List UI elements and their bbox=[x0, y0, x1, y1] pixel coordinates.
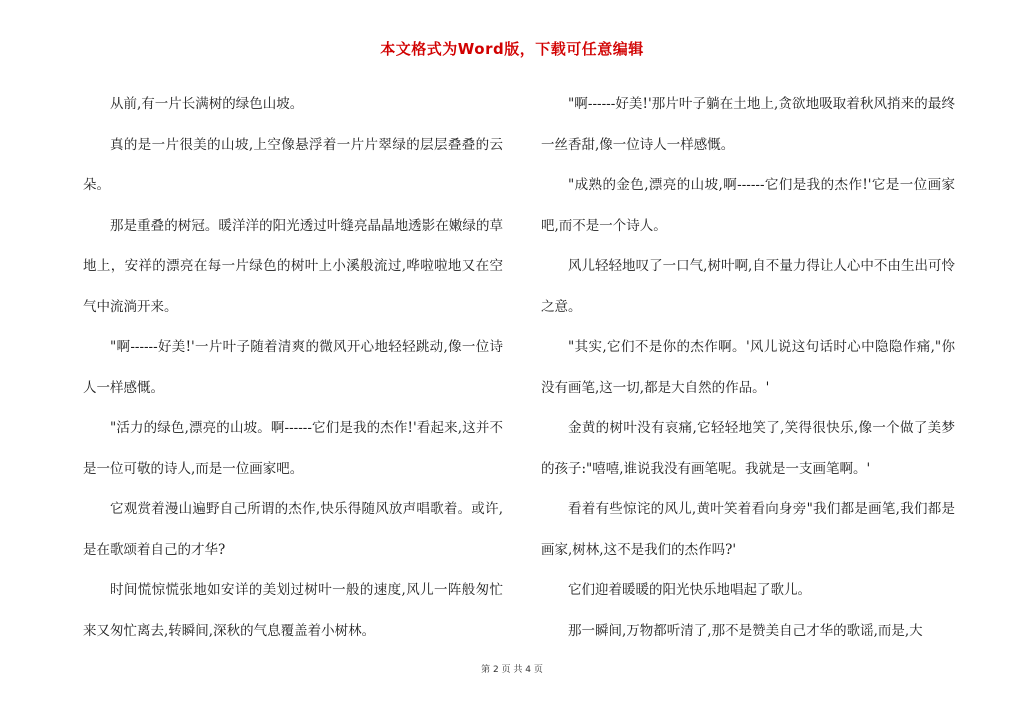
paragraph: 金黄的树叶没有哀痛,它轻轻地笑了,笑得很快乐,像一个做了美梦的孩子:"嘻嘻,谁说我没有画笔呢。我就是一支画笔啊。' bbox=[541, 420, 955, 477]
paragraph: 它们迎着暖暖的阳光快乐地唱起了歌儿。 bbox=[568, 582, 811, 598]
paragraph: 时间慌惊慌张地如安详的美划过树叶一般的速度,风儿一阵般匆忙来又匆忙离去,转瞬间,深秋的气息覆盖着小树林。 bbox=[83, 582, 503, 639]
document-header-title: 本文格式为Word版，下载可任意编辑 bbox=[380, 40, 644, 58]
paragraph: 看着有些惊诧的风儿,黄叶笑着看向身旁"我们都是画笔,我们都是画家,树林,这不是我们的杰作吗?' bbox=[541, 501, 955, 558]
paragraph: 它观赏着漫山遍野自己所谓的杰作,快乐得随风放声唱歌着。或许,是在歌颂着自己的才华? bbox=[83, 501, 503, 558]
right-text-column bbox=[541, 84, 955, 651]
paragraph: "其实,它们不是你的杰作啊。'风儿说这句话时心中隐隐作痛,"你没有画笔,这一切,都是大自然的作品。' bbox=[541, 339, 955, 396]
paragraph: 真的是一片很美的山坡,上空像悬浮着一片片翠绿的层层叠叠的云朵。 bbox=[83, 136, 503, 193]
paragraph: "啊------好美!'一片叶子随着清爽的微风开心地轻轻跳动,像一位诗人一样感慨。 bbox=[83, 339, 503, 396]
page-number-footer: 第 2 页 共 4 页 bbox=[481, 665, 543, 675]
paragraph: "活力的绿色,漂亮的山坡。啊------它们是我的杰作!'看起来,这并不是一位可敬的诗人,而是一位画家吧。 bbox=[83, 420, 503, 477]
paragraph: 那是重叠的树冠。暖洋洋的阳光透过叶缝亮晶晶地透影在嫩绿的草地上，安祥的漂亮在每一片绿色的树叶上小溪般流过,哗啦啦地又在空气中流淌开来。 bbox=[83, 217, 503, 315]
left-text-column bbox=[83, 84, 503, 651]
paragraph: 那一瞬间,万物都听清了,那不是赞美自己才华的歌谣,而是,大 bbox=[568, 622, 923, 639]
paragraph: "成熟的金色,漂亮的山坡,啊------它们是我的杰作!'它是一位画家吧,而不是一个诗人。 bbox=[541, 177, 955, 234]
paragraph: 从前,有一片长满树的绿色山坡。 bbox=[110, 96, 304, 112]
paragraph: 风儿轻轻地叹了一口气,树叶啊,自不量力得让人心中不由生出可怜之意。 bbox=[541, 258, 955, 315]
paragraph: "啊------好美!'那片叶子躺在土地上,贪欲地吸取着秋风捎来的最终一丝香甜,像一位诗人一样感慨。 bbox=[541, 96, 955, 153]
